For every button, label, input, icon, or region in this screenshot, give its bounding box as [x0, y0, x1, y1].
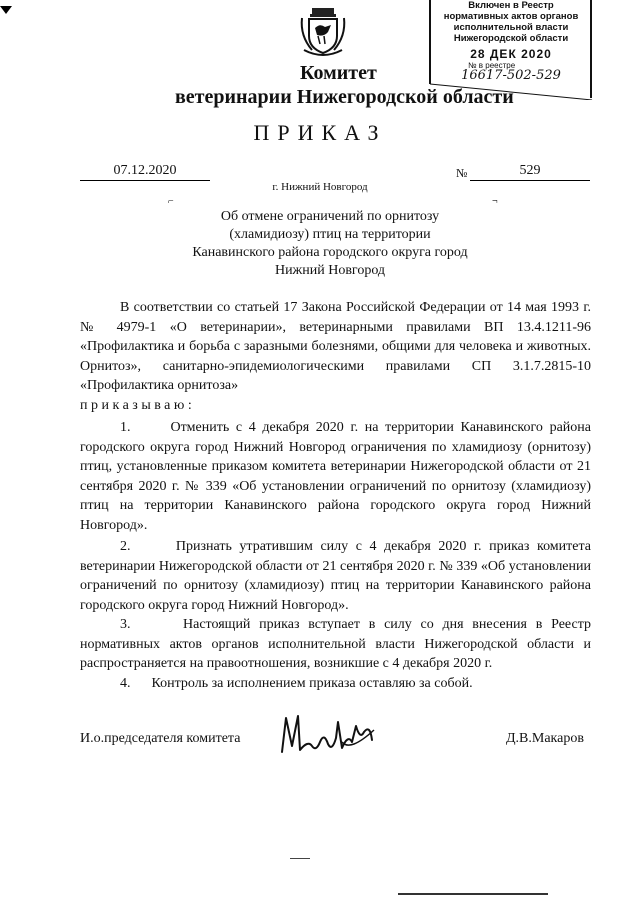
- item-2: [80, 537, 591, 615]
- stamp-line2: нормативных актов органов: [443, 11, 579, 22]
- subject-line: (хламидиозу) птиц на территории: [229, 227, 431, 242]
- org-name-line2: ветеринарии Нижегородской области: [175, 86, 514, 108]
- footer-dash: [290, 858, 310, 859]
- subject-line: Нижний Новгород: [274, 263, 386, 278]
- preamble-text: В соответствии со статьей 17 Закона Российской Федерации от 14 мая 1993 г. № 4979-1 «О ветеринарии», ветеринарными правилами ВП 13.4.1211-96 «Профилактика и борьба с заразными болезнями, общими для человека и животных. Орнитоз», санитарно-эпидемиологическими правилами СП 3.1.7.2815-10 «Профилактика орнитоза»: [80, 300, 591, 394]
- prikazyvayu: приказываю:: [80, 397, 196, 413]
- item-1-text: 1. Отменить с 4 декабря 2020 г. на территории Канавинского района городского округа город Нижний Новгород ограничения по хламидиозу (орнитозу) птиц, установленные приказом комитета ветеринарии Нижегородской области от 21 сентября 2020 г. № 339 «Об установлении ограничений по орнитозу (хламидиозу) птиц на территории Канавинского района городского округа город Нижний Новгород».: [80, 420, 591, 533]
- document-subject: [180, 208, 480, 280]
- registry-stamp: [428, 0, 594, 100]
- subject-line: Канавинского района городского округа город: [192, 245, 468, 260]
- coat-of-arms-icon: [298, 6, 348, 58]
- subject-corner-left: ⌐: [168, 196, 174, 207]
- org-name-line1: Комитет: [300, 62, 377, 84]
- item-4-text: 4. Контроль за исполнением приказа оставляю за собой.: [120, 676, 473, 691]
- item-3: [80, 615, 591, 674]
- stamp-reg-label: № в реестре: [468, 61, 516, 70]
- document-title: ПРИКАЗ: [253, 120, 387, 145]
- item-4: [80, 674, 591, 694]
- preamble: [80, 298, 591, 416]
- stamp-reg-number: 16617-502-529: [461, 68, 561, 83]
- handwritten-signature: [278, 712, 378, 760]
- item-1: [80, 418, 591, 536]
- stamp-line4: Нижегородской области: [453, 33, 569, 44]
- signatory-name: Д.В.Макаров: [506, 731, 584, 746]
- stamp-date: 28 ДЕК 2020: [470, 47, 552, 61]
- stamp-line3: исполнительной власти: [453, 22, 569, 33]
- document-date: 07.12.2020: [80, 163, 210, 181]
- footer-line: [398, 893, 548, 895]
- subject-corner-right: ¬: [492, 196, 498, 207]
- document-city: г. Нижний Новгород: [272, 181, 368, 193]
- item-3-text: 3. Настоящий приказ вступает в силу со дня внесения в Реестр нормативных актов органов исполнительной власти Нижегородской области и распространяется на правоотношения, возникшие с 4 декабря 2020 г.: [80, 617, 591, 672]
- item-2-text: 2. Признать утратившим силу с 4 декабря 2020 г. приказ комитета ветеринарии Нижегородской области от 21 сентября 2020 г. № 339 «Об установлении ограничений по орнитозу (хламидиозу) птиц на территории Канавинского района городского округа город Нижний Новгород».: [80, 539, 591, 613]
- number-sign: №: [456, 166, 468, 180]
- subject-line: Об отмене ограничений по орнитозу: [220, 209, 440, 224]
- stamp-line1: Включен в Реестр: [468, 0, 554, 11]
- signatory-position: И.о.председателя комитета: [80, 731, 241, 746]
- page-corner-mark: [0, 6, 12, 14]
- document-number: 529: [470, 163, 590, 181]
